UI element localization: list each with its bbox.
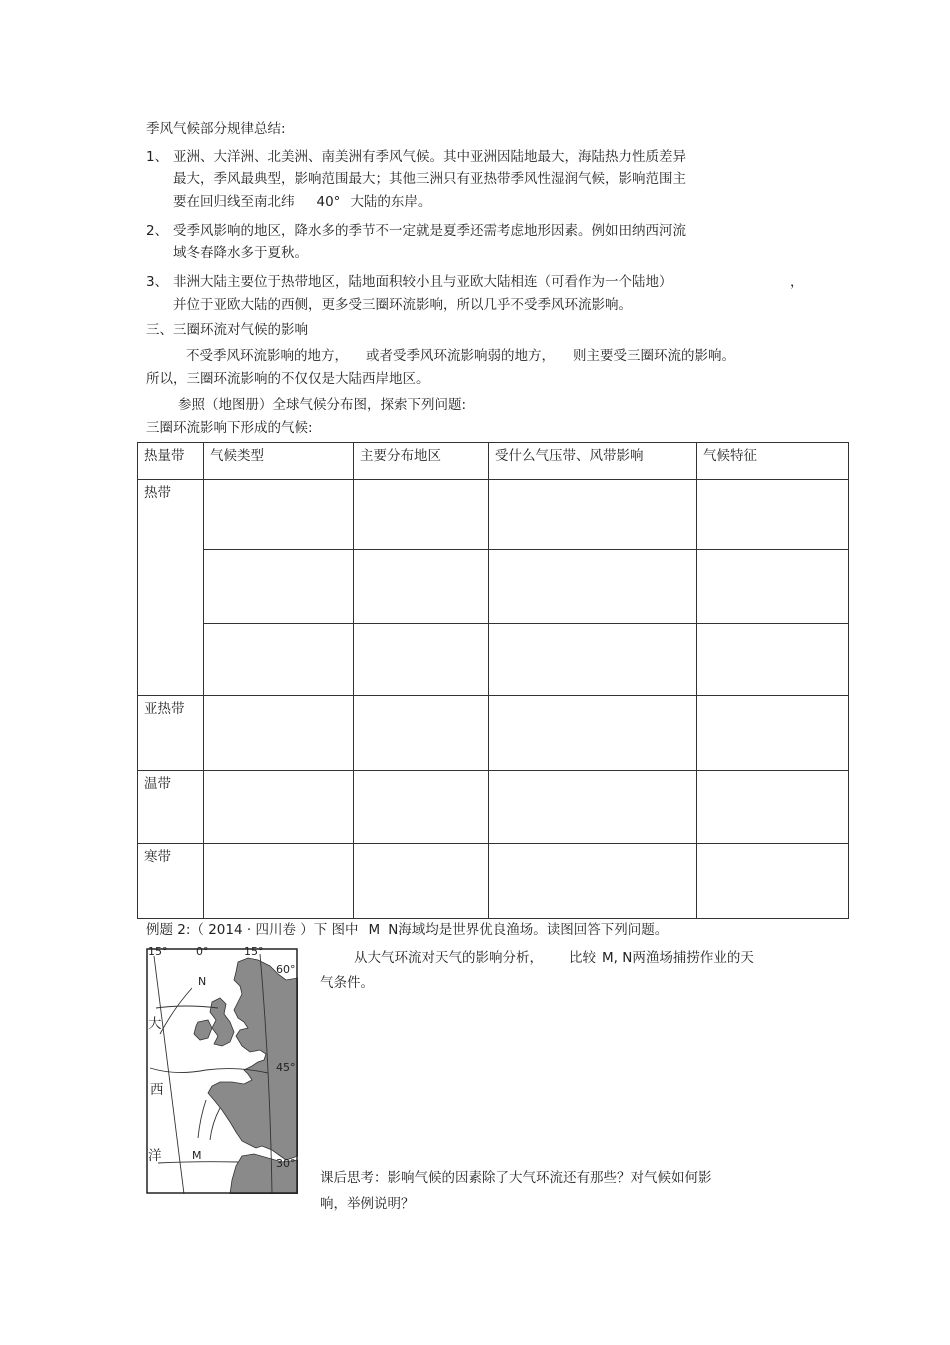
point-n: N [198,975,207,988]
table-row [138,844,849,919]
section3-p1 [186,346,735,366]
table-cell[interactable] [354,624,489,696]
table-cell[interactable] [489,771,697,844]
table-cell[interactable] [489,480,697,550]
item2-line1: 受季风影响的地区，降水多的季节不一定就是夏季还需考虑地形因素。例如田纳西河流 [173,223,686,239]
table-row [138,696,849,771]
zone-tropical: 热带 [138,480,204,696]
ireland-land [194,1020,212,1040]
item1-number: 1、 [146,149,169,165]
table-cell[interactable] [204,771,354,844]
table-cell[interactable] [204,624,354,696]
section3-p1-b: 或者受季风环流影响弱的地方， [366,348,555,364]
section3-title: 三、三圈环流对气候的影响 [146,322,308,338]
example-question-c: M, N两渔场捕捞作业的天 [602,950,754,966]
header-features: 气候特征 [697,443,849,480]
example-title [146,920,668,940]
table-cell[interactable] [697,696,849,771]
example-question [354,948,754,968]
table-cell[interactable] [204,550,354,624]
table-cell[interactable] [354,550,489,624]
table-cell[interactable] [354,844,489,919]
table-cell[interactable] [489,696,697,771]
header-zone: 热量带 [138,443,204,480]
header-pressure-wind: 受什么气压带、风带影响 [489,443,697,480]
lat-label-60: 60° [276,963,296,976]
table-row [138,771,849,844]
table-cell[interactable] [697,624,849,696]
ocean-char-3: 洋 [148,1148,162,1164]
item3-comma: ， [790,274,804,290]
point-m: M [192,1149,202,1162]
section3-p1-a: 不受季风环流影响的地方， [186,348,348,364]
afterclass-line1: 课后思考：影响气候的因素除了大气环流还有那些？对气候如何影 [320,1170,712,1186]
britain-land [210,998,234,1046]
example-question-line2: 气条件。 [320,975,374,991]
example-title-m: M [368,922,381,938]
lon-label-0: 0° [196,945,209,958]
table-cell[interactable] [354,480,489,550]
item2-number: 2、 [146,223,169,239]
lon-label-15e: 15° [244,945,264,958]
example-title-a: 例题 2:（ 2014 · 四川卷 ）下 图中 [146,922,359,938]
table-cell[interactable] [697,480,849,550]
table-row [138,624,849,696]
example-title-c: N海域均是世界优良渔场。读图回答下列问题。 [388,922,669,938]
section3-p2: 所以，三圈环流影响的不仅仅是大陆西岸地区。 [146,371,430,387]
ocean-char-2: 西 [150,1082,164,1098]
table-row [138,550,849,624]
item1-line3-a: 要在回归线至南北纬 [173,194,295,210]
table-header-row [138,443,849,480]
header-climate-type: 气候类型 [204,443,354,480]
item3-line2: 并位于亚欧大陆的西侧，更多受三圈环流影响，所以几乎不受季风环流影响。 [173,297,632,313]
table-caption: 三圈环流影响下形成的气候: [146,420,313,436]
table-cell[interactable] [697,771,849,844]
fishery-map [146,945,298,1194]
table-row [138,480,849,550]
zone-temperate: 温带 [138,771,204,844]
item1-line1: 亚洲、大洋洲、北美洲、南美洲有季风气候。其中亚洲因陆地最大，海陆热力性质差异 [173,149,686,165]
header-distribution: 主要分布地区 [354,443,489,480]
item1-line3 [173,192,431,212]
table-cell[interactable] [489,550,697,624]
item1-line2: 最大，季风最典型，影响范围最大；其他三洲只有亚热带季风性湿润气候，影响范围主 [173,171,686,187]
table-cell[interactable] [354,771,489,844]
ocean-char-1: 大 [148,1016,162,1032]
item1-latitude: 40° [316,194,341,210]
item1-line3-c: 大陆的东岸。 [350,194,432,210]
table-cell[interactable] [204,696,354,771]
lat-label-30: 30° [276,1157,296,1170]
summary-heading: 季风气候部分规律总结: [146,121,286,137]
table-cell[interactable] [204,844,354,919]
item3-line1: 非洲大陆主要位于热带地区，陆地面积较小且与亚欧大陆相连（可看作为一个陆地） [173,274,673,290]
table-cell[interactable] [697,550,849,624]
example-question-b: 比较 [569,950,596,966]
table-cell[interactable] [204,480,354,550]
item2-line2: 域冬春降水多于夏秋。 [173,245,308,261]
afterclass-line2: 响，举例说明？ [320,1196,415,1212]
item3-number: 3、 [146,274,169,290]
table-cell[interactable] [697,844,849,919]
table-cell[interactable] [489,624,697,696]
lat-label-45: 45° [276,1061,296,1074]
lon-label-15w: 15° [148,945,168,958]
section3-ref: 参照（地图册）全球气候分布图，探索下列问题: [178,397,467,413]
climate-table [137,442,849,919]
table-cell[interactable] [489,844,697,919]
example-question-a: 从大气环流对天气的影响分析， [354,950,543,966]
zone-frigid: 寒带 [138,844,204,919]
table-cell[interactable] [354,696,489,771]
section3-p1-c: 则主要受三圈环流的影响。 [573,348,735,364]
zone-subtropical: 亚热带 [138,696,204,771]
